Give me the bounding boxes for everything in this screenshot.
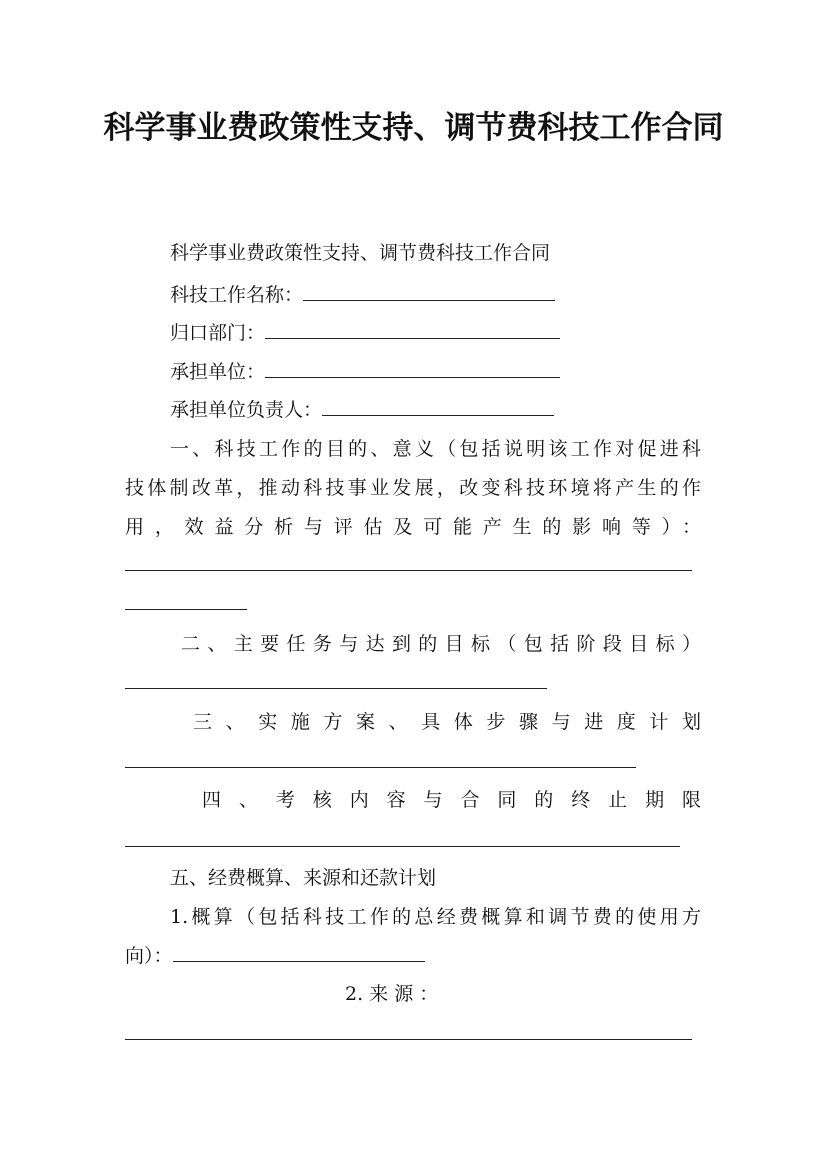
undertaker-blank[interactable] [265,360,560,378]
section-4-heading: 四、考核内容与合同的终止期限 [202,789,701,811]
undertaker-head-blank[interactable] [322,398,554,416]
section-5-2-heading: 2. 来 源 ： [345,983,439,1005]
blank-rule[interactable] [125,846,680,847]
section-5-heading: 五、经费概算、来源和还款计划 [170,867,437,889]
blank-rule[interactable] [125,570,692,571]
field-label: 向）： [125,945,173,967]
budget-direction-blank[interactable] [173,944,425,962]
section-5-1-line-1: 1.概算（包括科技工作的总经费概算和调节费的使用方 [170,906,701,928]
contract-name-line: 科学事业费政策性支持、调节费科技工作合同 [170,242,551,264]
section-5-1-line-2 [125,944,425,968]
blank-rule[interactable] [125,767,636,768]
section-1-line-3: 用，效益分析与评估及可能产生的影响等）： [125,516,701,538]
section-2-heading: 二、主要任务与达到的目标（包括阶段目标） [181,633,701,655]
blank-rule[interactable] [125,1039,692,1040]
department-blank[interactable] [265,321,560,339]
field-project-name [170,283,555,307]
field-label: 归口部门： [170,322,266,344]
field-undertaker-head [170,398,554,422]
field-label: 承担单位负责人： [170,399,323,421]
blank-rule[interactable] [125,688,547,689]
section-3-heading: 三、实施方案、具体步骤与进度计划 [193,711,701,733]
section-1-line-2: 技体制改革，推动科技事业发展，改变科技环境将产生的作 [125,477,701,499]
project-name-blank[interactable] [303,283,555,301]
section-1-line-1: 一、科技工作的目的、意义（包括说明该工作对促进科 [170,438,701,460]
field-undertaker [170,360,560,384]
field-label: 科技工作名称： [170,284,304,306]
document-title: 科学事业费政策性支持、调节费科技工作合同 [103,110,724,146]
field-label: 承担单位： [170,361,266,383]
blank-rule[interactable] [125,609,247,610]
field-department [170,321,560,345]
